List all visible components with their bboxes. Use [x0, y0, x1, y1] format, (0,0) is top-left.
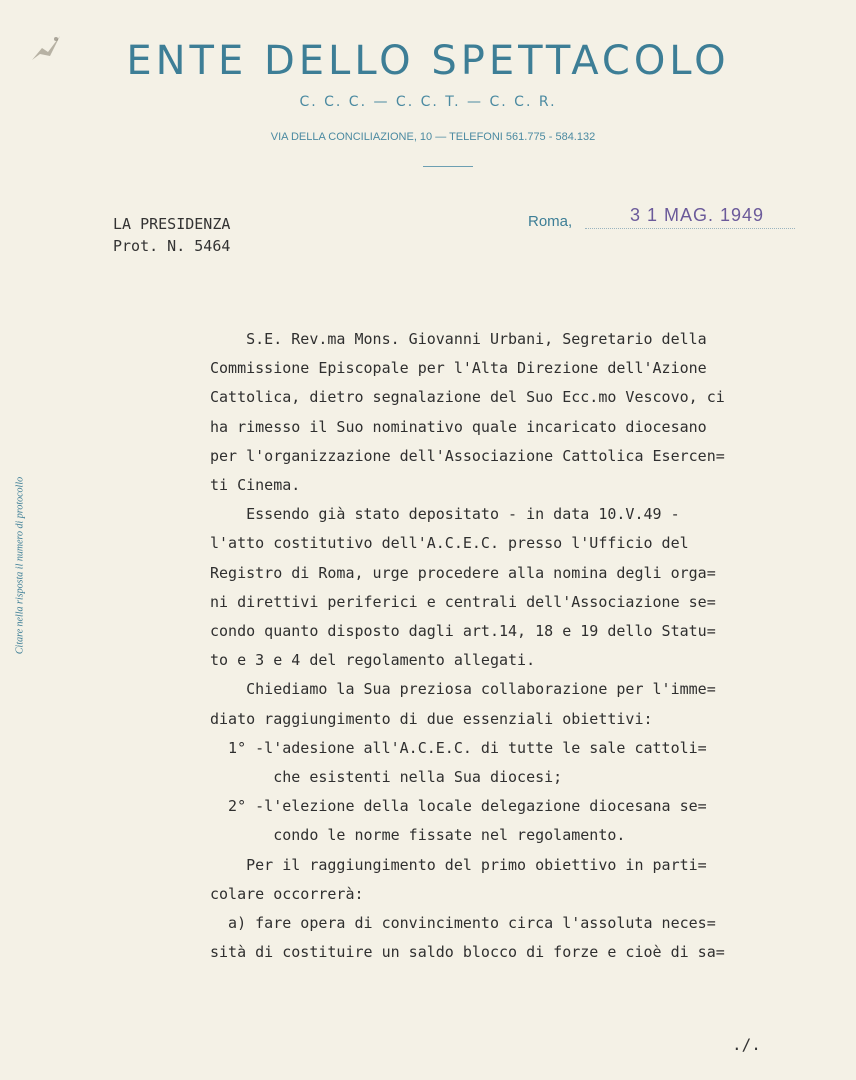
body-line: che esistenti nella Sua diocesi;	[210, 768, 563, 787]
protocol-number: Prot. N. 5464	[113, 237, 231, 255]
body-line: diato raggiungimento di due essenziali obiettivi:	[210, 709, 653, 728]
date-dotted-line	[585, 228, 795, 229]
body-line: Commissione Episcopale per l'Alta Direzione dell'Azione	[210, 359, 707, 378]
body-line: Cattolica, dietro segnalazione del Suo Ecc.mo Vescovo, ci	[210, 388, 725, 407]
body-line: S.E. Rev.ma Mons. Giovanni Urbani, Segretario della	[210, 330, 707, 348]
body-line: colare occorrerà:	[210, 884, 364, 903]
body-line: l'atto costitutivo dell'A.C.E.C. presso l'Ufficio del	[210, 534, 689, 553]
body-line: Registro di Roma, urge procedere alla nomina degli orga=	[210, 563, 716, 582]
body-line: ti Cinema.	[210, 476, 301, 495]
body-line: Essendo già stato depositato - in data 10.V.49 -	[210, 505, 680, 524]
body-line: a) fare opera di convincimento circa l'assoluta neces=	[210, 914, 716, 933]
continuation-mark: ./.	[732, 1035, 761, 1054]
place-label: Roma,	[528, 213, 573, 230]
letterhead-title: ENTE DELLO SPETTACOLO	[126, 38, 730, 84]
body-line: condo quanto disposto dagli art.14, 18 e 19 dello Statu=	[210, 622, 716, 641]
letter-body	[210, 325, 820, 967]
body-line: ha rimesso il Suo nominativo quale incaricato diocesano	[210, 417, 707, 436]
date-stamp: 3 1 MAG. 1949	[630, 205, 765, 225]
body-line: condo le norme fissate nel regolamento.	[210, 826, 626, 845]
office-label: LA PRESIDENZA	[113, 215, 231, 233]
letterhead-subtitle: C. C. C. — C. C. T. — C. C. R.	[299, 94, 557, 110]
body-line: ni direttivi periferici e centrali dell'Associazione se=	[210, 592, 716, 611]
body-line: 1° -l'adesione all'A.C.E.C. di tutte le sale cattoli=	[210, 738, 707, 757]
body-line: 2° -l'elezione della locale delegazione diocesana se=	[210, 797, 707, 816]
body-line: sità di costituire un saldo blocco di forze e cioè di sa=	[210, 943, 725, 962]
letterhead-address: VIA DELLA CONCILIAZIONE, 10 — TELEFONI 561.775 - 584.132	[270, 131, 596, 143]
body-line: Per il raggiungimento del primo obiettivo in parti=	[210, 855, 707, 874]
letterhead-divider	[423, 166, 473, 167]
body-line: to e 3 e 4 del regolamento allegati.	[210, 651, 536, 670]
margin-note: Citare nella risposta il numero di protocollo	[14, 476, 26, 655]
body-line: Chiediamo la Sua preziosa collaborazione per l'imme=	[210, 680, 716, 699]
body-line: per l'organizzazione dell'Associazione Cattolica Esercen=	[210, 446, 725, 465]
